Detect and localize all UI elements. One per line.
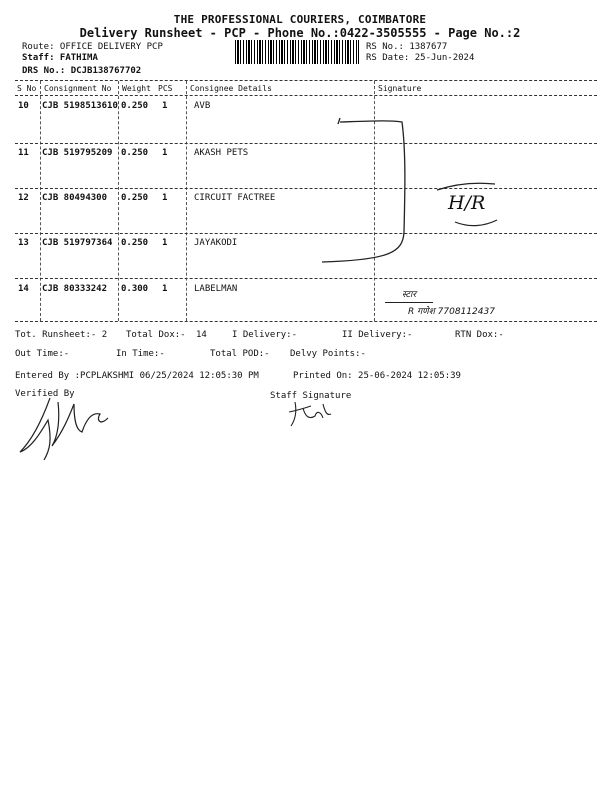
col-weight: Weight <box>122 84 151 93</box>
row-rule <box>15 278 597 279</box>
row-consignee: CIRCUIT FACTREE <box>194 193 276 203</box>
header-bottom-rule <box>15 95 597 96</box>
row12-note: H/R <box>448 192 486 214</box>
verifier-signature <box>12 390 122 465</box>
row-sno: 11 <box>18 148 29 158</box>
row-weight: 0.250 <box>121 148 149 158</box>
col-pcs: PCS <box>158 84 173 93</box>
row-weight: 0.300 <box>121 284 149 294</box>
printed-on: Printed On: 25-06-2024 12:05:39 <box>293 371 461 381</box>
row-weight: 0.250 <box>121 101 149 111</box>
table-bottom-rule <box>15 321 597 322</box>
company-title: THE PROFESSIONAL COURIERS, COIMBATORE <box>173 13 427 26</box>
col-signature: Signature <box>378 84 422 93</box>
row-pcs: 1 <box>162 284 168 294</box>
row-consignee: AKASH PETS <box>194 148 249 158</box>
i-delivery: I Delivery:- <box>232 330 298 340</box>
row-weight: 0.250 <box>121 238 149 248</box>
route-label: Route: OFFICE DELIVERY PCP <box>22 42 163 52</box>
runsheet-title: Delivery Runsheet - PCP - Phone No.:0422-3505555 - Page No.:2 <box>79 26 521 40</box>
row-consignment: CJB 80333242 <box>42 284 108 294</box>
verified-by: Verified By <box>15 389 75 399</box>
delvy-points: Delvy Points:- <box>290 349 366 359</box>
row-weight: 0.250 <box>121 193 149 203</box>
row-consignee: LABELMAN <box>194 284 238 294</box>
col-consignee: Consignee Details <box>190 84 272 93</box>
header-top-rule <box>15 80 597 81</box>
row14-phone: R गणेश 7708112437 <box>408 307 495 317</box>
row14-stroke <box>385 302 433 303</box>
staff-signature <box>285 398 335 430</box>
row-sno: 13 <box>18 238 29 248</box>
total-pod: Total POD:- <box>210 349 270 359</box>
row-pcs: 1 <box>162 148 168 158</box>
row-consignee: JAYAKODI <box>194 238 238 248</box>
rs-number: RS No.: 1387677 <box>366 42 448 52</box>
row-sno: 14 <box>18 284 29 294</box>
row-consignee: AVB <box>194 101 211 111</box>
row-consignment: CJB 519795209 <box>42 148 113 158</box>
col-consignment: Consignment No <box>44 84 112 93</box>
row-sno: 10 <box>18 101 29 111</box>
entered-by: Entered By :PCPLAKSHMI 06/25/2024 12:05:30 PM <box>15 371 259 381</box>
col-sno: S No <box>17 84 37 93</box>
total-dox-label: Total Dox:- <box>126 330 186 340</box>
barcode <box>235 40 359 64</box>
tot-runsheet: Tot. Runsheet:- 2 <box>15 330 108 340</box>
row-consignment: CJB 519797364 <box>42 238 113 248</box>
drs-number: DRS No.: DCJB138767702 <box>22 66 142 76</box>
col-sep <box>40 81 41 321</box>
rtn-dox: RTN Dox:- <box>455 330 504 340</box>
rs-date: RS Date: 25-Jun-2024 <box>366 53 475 63</box>
total-dox-value: 14 <box>196 330 207 340</box>
staff-signature-label: Staff Signature <box>270 391 352 401</box>
in-time: In Time:- <box>116 349 165 359</box>
col-sep <box>118 81 119 321</box>
col-sep <box>186 81 187 321</box>
row14-note: स्टार <box>402 290 417 300</box>
row-pcs: 1 <box>162 101 168 111</box>
row-consignment: CJB 80494300 <box>42 193 108 203</box>
row-pcs: 1 <box>162 238 168 248</box>
row-sno: 12 <box>18 193 29 203</box>
out-time: Out Time:- <box>15 349 70 359</box>
row-pcs: 1 <box>162 193 168 203</box>
staff-label: Staff: FATHIMA <box>22 53 98 63</box>
ii-delivery: II Delivery:- <box>342 330 413 340</box>
row-consignment: CJB 5198513610 <box>42 101 118 111</box>
